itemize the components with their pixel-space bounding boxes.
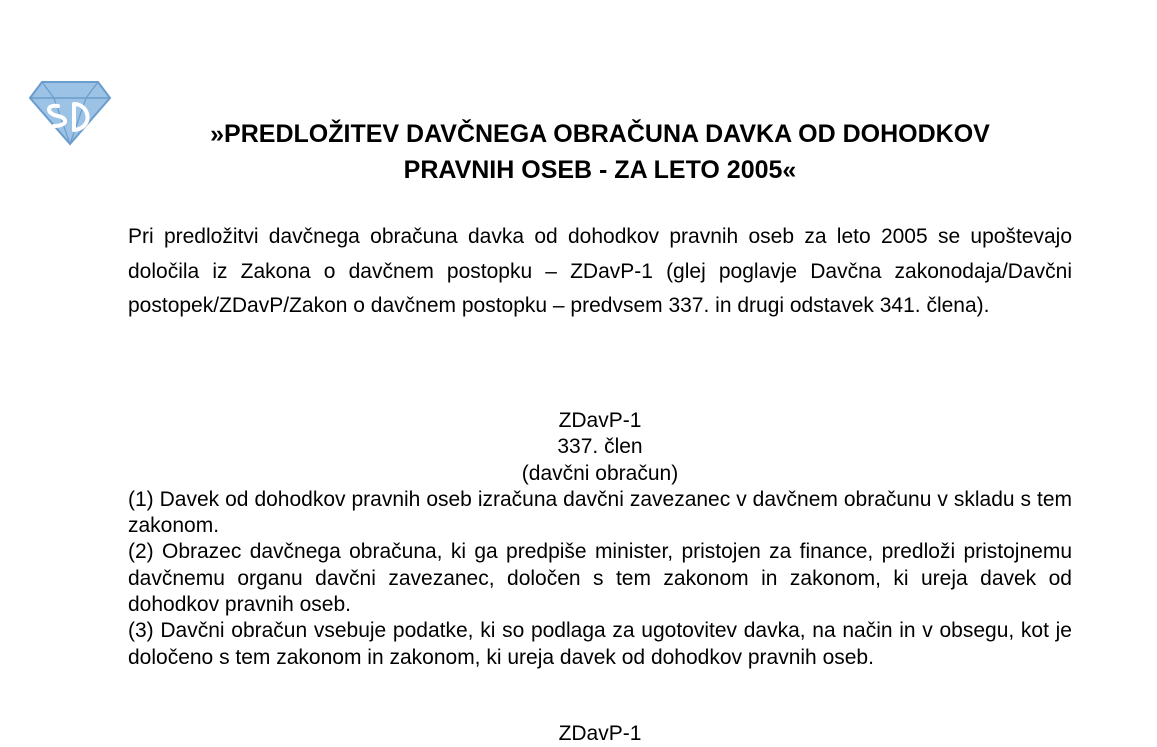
law-article-number: 337. člen	[557, 435, 643, 459]
intro-paragraph: Pri predložitvi davčnega obračuna davka od dohodkov pravnih oseb za leto 2005 se upoštevajo določila iz Zakona o davčnem postopku – ZDavP-1 (glej poglavje Davčna zakonodaja/Davčni postopek/ZDavP/Zakon o davčnem postopku – predvsem 337. in drugi odstavek 341. člena).	[128, 225, 1072, 317]
law-name-2: ZDavP-1	[558, 722, 642, 745]
document-title	[128, 116, 1072, 188]
title-line-1: »PREDLOŽITEV DAVČNEGA OBRAČUNA DAVKA OD DOHODKOV	[210, 120, 990, 148]
law-name: ZDavP-1	[558, 409, 642, 432]
law-paragraph-2: (2) Obrazec davčnega obračuna, ki ga predpiše minister, pristojen za finance, predloži pristojnemu davčnemu organu davčni zavezanec, določen s tem zakonom in zakonom, ki ureja davek od dohodkov pravnih oseb.	[128, 540, 1072, 617]
law-excerpt-next	[128, 721, 1072, 747]
law-excerpt-337	[128, 408, 1072, 671]
law-article-subject: (davčni obračun)	[521, 461, 679, 485]
title-line-2: PRAVNIH OSEB - ZA LETO 2005«	[403, 156, 797, 184]
law-paragraph-1: (1) Davek od dohodkov pravnih oseb izračuna davčni zavezanec v davčnem obračunu v skladu s tem zakonom.	[128, 487, 1072, 538]
sd-diamond-logo-icon	[28, 78, 112, 148]
law-paragraph-3: (3) Davčni obračun vsebuje podatke, ki so podlaga za ugotovitev davka, na način in v obsegu, kot je določeno s tem zakonom in zakonom, ki ureja davek od dohodkov pravnih oseb.	[128, 619, 1072, 669]
